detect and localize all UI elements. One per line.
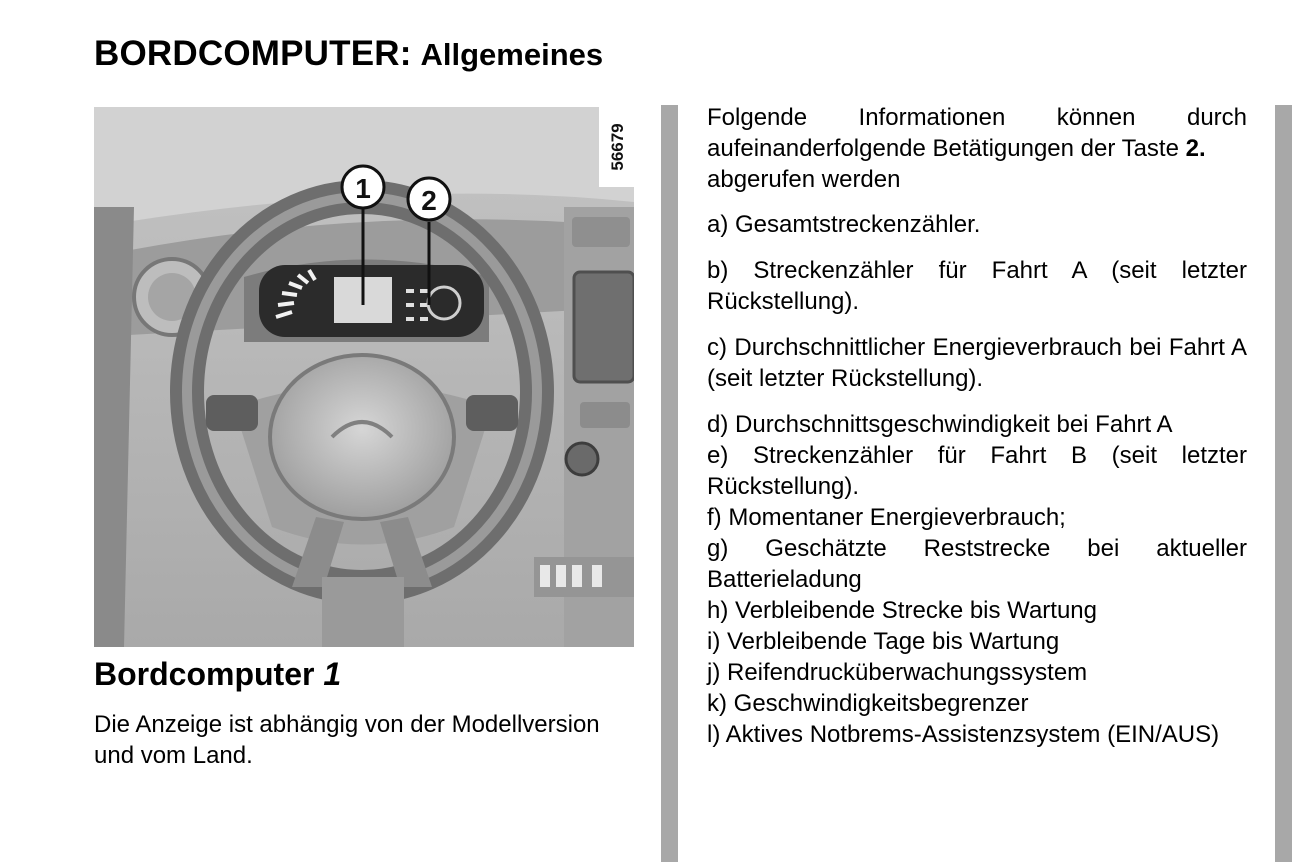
- image-number: 56679: [608, 123, 627, 171]
- list-item-f: f) Momentaner Energieverbrauch;: [707, 504, 1066, 531]
- callout-1: 1: [355, 173, 371, 204]
- list-item-c: c) Durchschnittlicher Energieverbrauch bei Fahrt A (seit letzter Rückstellung).: [707, 334, 1247, 392]
- info-intro-end: abgerufen werden: [707, 166, 901, 193]
- list-item-a: a) Gesamtstreckenzähler.: [707, 211, 981, 238]
- info-list-column: [707, 102, 1247, 750]
- list-item-g: g) Geschätzte Reststrecke bei aktueller Batterieladung: [707, 535, 1247, 593]
- column-divider-right: [1275, 105, 1292, 862]
- column-divider-left: [661, 105, 678, 862]
- caption-title-text: Bordcomputer: [94, 656, 315, 692]
- callout-2: 2: [421, 185, 437, 216]
- caption-text: Die Anzeige ist abhängig von der Modellversion und vom Land.: [94, 711, 600, 769]
- list-item-e: e) Streckenzähler für Fahrt B (seit letzter Rückstellung).: [707, 442, 1247, 500]
- page-title-main: BORDCOMPUTER:: [94, 34, 412, 73]
- list-item-h: h) Verbleibende Strecke bis Wartung: [707, 597, 1097, 624]
- page-title: [94, 34, 603, 74]
- list-item-i: i) Verbleibende Tage bis Wartung: [707, 628, 1060, 655]
- info-intro-start: Folgende Informationen können durch aufeinanderfolgende Betätigungen der Taste: [707, 104, 1247, 162]
- list-item-b: b) Streckenzähler für Fahrt A (seit letzter Rückstellung).: [707, 257, 1247, 315]
- caption-title: [94, 656, 341, 693]
- info-intro-key: 2.: [1185, 135, 1206, 162]
- dashboard-illustration: [94, 107, 634, 647]
- list-item-k: k) Geschwindigkeitsbegrenzer: [707, 690, 1029, 717]
- list-item-d: d) Durchschnittsgeschwindigkeit bei Fahrt A: [707, 411, 1173, 438]
- page-title-sub: Allgemeines: [420, 37, 604, 72]
- info-intro: [707, 102, 1247, 195]
- caption-title-number: 1: [323, 656, 342, 692]
- list-item-j: j) Reifendrucküberwachungssystem: [707, 659, 1088, 686]
- list-item-l: l) Aktives Notbrems-Assistenzsystem (EIN/AUS): [707, 721, 1220, 748]
